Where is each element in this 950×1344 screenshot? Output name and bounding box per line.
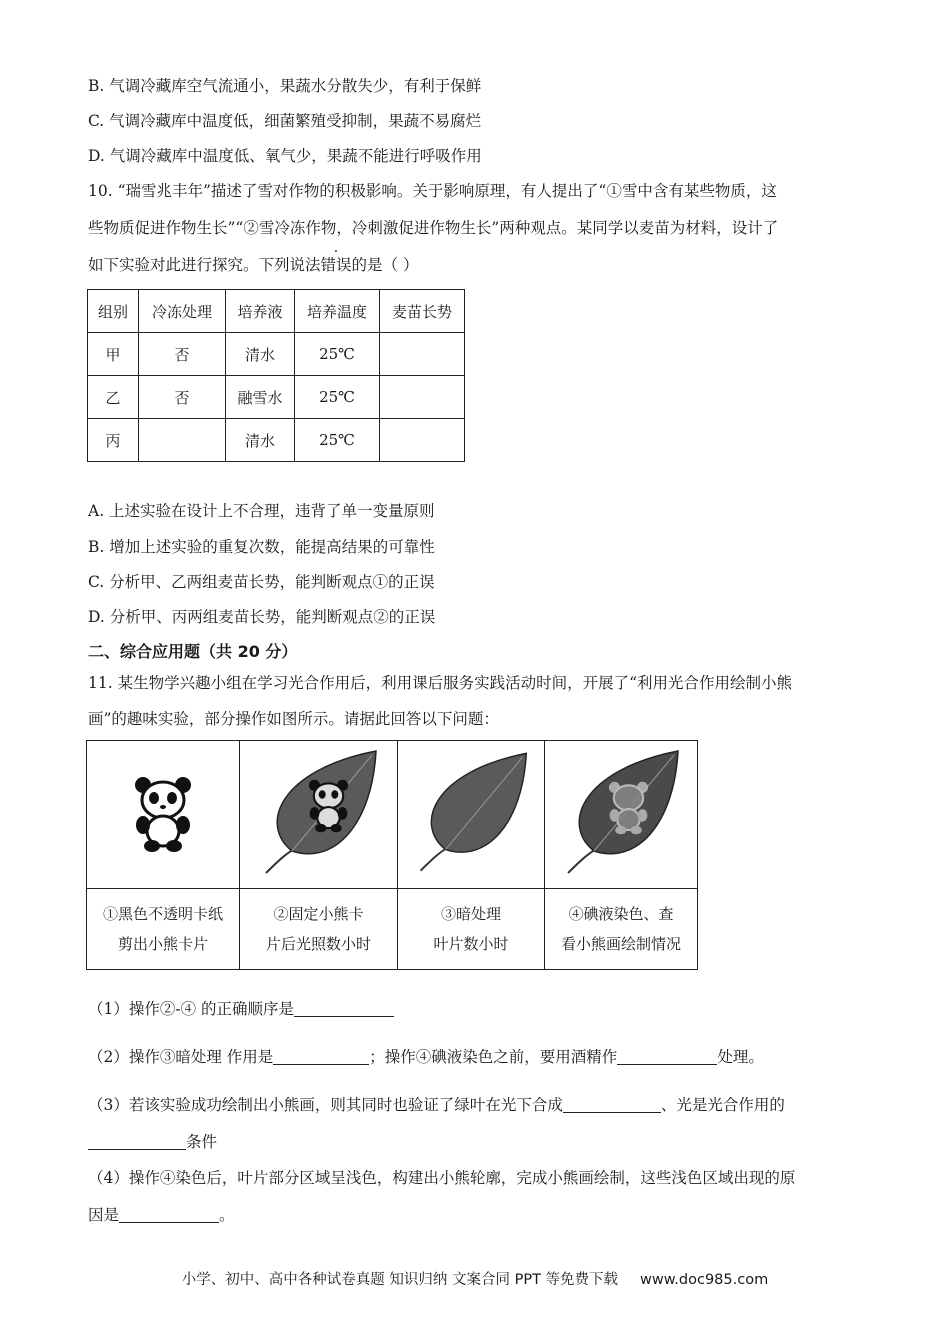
q9-option-c: C. 气调冷藏库中温度低，细菌繁殖受抑制，果蔬不易腐烂	[88, 112, 482, 130]
answer-blank[interactable]	[294, 1000, 394, 1017]
sub4-text-b: 因是	[88, 1206, 120, 1224]
table-cell: 乙	[88, 376, 139, 419]
table-cell: 否	[139, 376, 226, 419]
table-row	[88, 376, 465, 419]
q11-sub2	[88, 1046, 764, 1068]
q11-sub4-cont	[88, 1204, 235, 1226]
figure-cell-leaf-dark	[398, 741, 545, 889]
q10-option-d: D. 分析甲、丙两组麦苗长势，能判断观点②的正误	[88, 608, 436, 626]
q10-emphasis: 错误	[320, 256, 352, 274]
figure-caption-row	[87, 889, 698, 970]
caption-line: ①黑色不透明卡纸	[102, 905, 223, 923]
table-cell	[380, 376, 465, 419]
answer-blank[interactable]	[563, 1096, 661, 1113]
answer-blank[interactable]	[119, 1206, 219, 1223]
sub1-text: （1）操作②-④ 的正确顺序是	[88, 1000, 295, 1018]
figure-caption	[87, 889, 240, 970]
table-cell: 丙	[88, 419, 139, 462]
q10-stem-line3	[88, 254, 418, 276]
figure-cell-leaf-with-card	[240, 741, 398, 889]
answer-blank[interactable]	[617, 1048, 717, 1065]
section-title: 二、综合应用题（共 20 分）	[88, 642, 298, 661]
table-cell	[139, 419, 226, 462]
table-cell	[380, 333, 465, 376]
figure-image-row	[87, 741, 698, 889]
sub3-text-a: （3）若该实验成功绘制出小熊画，则其同时也验证了绿叶在光下合成	[88, 1096, 563, 1114]
table-header-cell: 麦苗长势	[380, 290, 465, 333]
figure-cell-leaf-stained	[545, 741, 698, 889]
q11-sub1	[88, 998, 394, 1020]
caption-line: 剪出小熊卡片	[117, 935, 208, 953]
stained-leaf-icon	[556, 745, 686, 880]
q11-sub4: （4）操作④染色后，叶片部分区域呈浅色，构建出小熊轮廓，完成小熊画绘制，这些浅色区域出现的原	[88, 1169, 796, 1187]
table-cell: 25℃	[295, 333, 380, 376]
table-cell: 甲	[88, 333, 139, 376]
q11-stem-line1: 11. 某生物学兴趣小组在学习光合作用后，利用课后服务实践活动时间，开展了“利用光合作用绘制小熊	[88, 674, 793, 692]
leaf-with-panda-icon	[254, 745, 384, 880]
q11-stem-line2: 画”的趣味实验，部分操作如图所示。请据此回答以下问题：	[88, 710, 499, 728]
footer-link[interactable]: www.doc985.com	[640, 1272, 769, 1288]
table-header-cell: 冷冻处理	[139, 290, 226, 333]
q10-stem-post: 的是（ ）	[351, 256, 419, 274]
footer-text: 小学、初中、高中各种试卷真题 知识归纳 文案合同 PPT 等免费下载	[181, 1272, 619, 1288]
q10-option-a: A. 上述实验在设计上不合理，违背了单一变量原则	[88, 502, 435, 520]
table-cell	[380, 419, 465, 462]
q9-option-d: D. 气调冷藏库中温度低、氧气少，果蔬不能进行呼吸作用	[88, 147, 482, 165]
sub3-text-b: 、光是光合作用的	[660, 1096, 785, 1114]
figure-caption	[545, 889, 698, 970]
panda-card-icon	[128, 773, 198, 853]
table-row	[88, 419, 465, 462]
sub3-text-c: 条件	[186, 1133, 218, 1151]
figure-caption	[398, 889, 545, 970]
table-cell: 25℃	[295, 419, 380, 462]
sub2-text-c: 处理。	[717, 1048, 764, 1066]
leaf-icon	[409, 745, 534, 880]
page-footer	[0, 1268, 950, 1289]
caption-line: ③暗处理	[440, 905, 501, 923]
caption-line: 片后光照数小时	[265, 935, 371, 953]
q9-option-b: B. 气调冷藏库空气流通小，果蔬水分散失少，有利于保鲜	[88, 77, 482, 95]
q10-stem-pre: 如下实验对此进行探究。下列说法	[88, 256, 321, 274]
q10-option-b: B. 增加上述实验的重复次数，能提高结果的可靠性	[88, 538, 435, 556]
table-cell: 否	[139, 333, 226, 376]
answer-blank[interactable]	[273, 1048, 369, 1065]
caption-line: ②固定小熊卡	[273, 905, 364, 923]
q11-sub3-cont	[88, 1131, 217, 1153]
figure-cell-panda-card	[87, 741, 240, 889]
sub2-text-a: （2）操作③暗处理 作用是	[88, 1048, 274, 1066]
q11-figure-table	[86, 740, 698, 970]
table-header-cell: 培养液	[226, 290, 295, 333]
table-cell: 清水	[226, 333, 295, 376]
table-cell: 清水	[226, 419, 295, 462]
q10-experiment-table	[87, 289, 465, 462]
q11-sub3	[88, 1094, 785, 1116]
table-row	[88, 333, 465, 376]
table-cell: 融雪水	[226, 376, 295, 419]
caption-line: 叶片数小时	[433, 935, 509, 953]
sub4-text-c: 。	[219, 1206, 235, 1224]
sub2-text-b: ；操作④碘液染色之前，要用酒精作	[369, 1048, 618, 1066]
table-cell: 25℃	[295, 376, 380, 419]
q10-option-c: C. 分析甲、乙两组麦苗长势，能判断观点①的正误	[88, 573, 435, 591]
table-header-row	[88, 290, 465, 333]
q10-stem-line1: 10. “瑞雪兆丰年”描述了雪对作物的积极影响。关于影响原理，有人提出了“①雪中含有某些物质，这	[88, 182, 777, 200]
answer-blank[interactable]	[88, 1133, 186, 1150]
table-header-cell: 组别	[88, 290, 139, 333]
caption-line: 看小熊画绘制情况	[560, 935, 681, 953]
table-header-cell: 培养温度	[295, 290, 380, 333]
q10-stem-line2: 些物质促进作物生长”“②雪冷冻作物，冷刺激促进作物生长”两种观点。某同学以麦苗为材料，设计了	[88, 219, 779, 237]
caption-line: ④碘液染色、查	[568, 905, 674, 923]
figure-caption	[240, 889, 398, 970]
